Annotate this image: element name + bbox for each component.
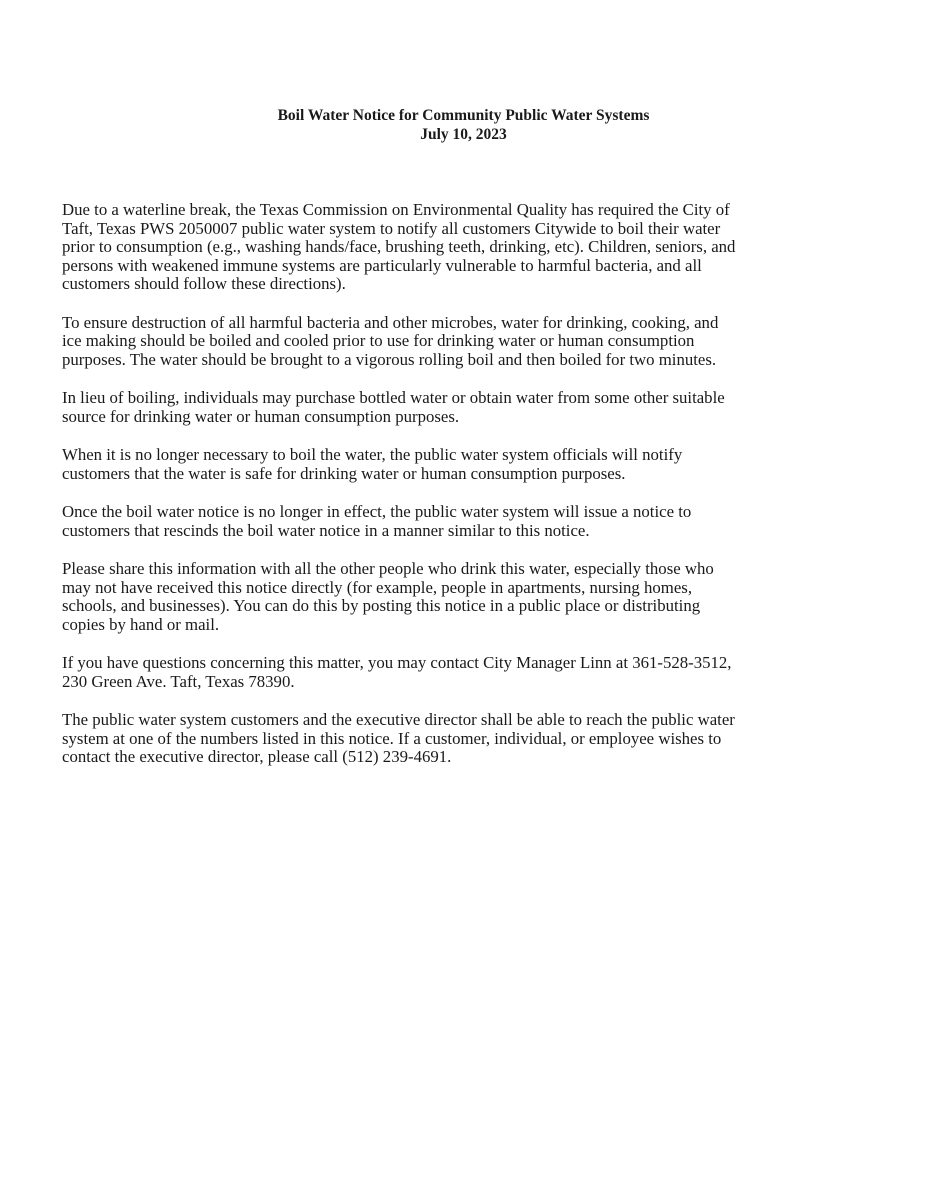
paragraph-line: ice making should be boiled and cooled prior to use for drinking water or human consumption bbox=[62, 331, 695, 350]
paragraph-line: Once the boil water notice is no longer in effect, the public water system will issue a notice to bbox=[62, 502, 692, 521]
paragraph-line: Please share this information with all the other people who drink this water, especially those who bbox=[62, 559, 714, 578]
paragraph-line: Due to a waterline break, the Texas Commission on Environmental Quality has required the City of bbox=[62, 200, 730, 219]
notice-paragraph bbox=[62, 654, 892, 691]
paragraph-line: customers should follow these directions). bbox=[62, 274, 346, 293]
notice-paragraph bbox=[62, 503, 892, 540]
paragraph-line: Taft, Texas PWS 2050007 public water system to notify all customers Citywide to boil their water bbox=[62, 218, 721, 238]
paragraph-line: To ensure destruction of all harmful bacteria and other microbes, water for drinking, cooking, and bbox=[62, 312, 719, 332]
paragraph-line: persons with weakened immune systems are particularly vulnerable to harmful bacteria, and all bbox=[62, 255, 702, 275]
paragraph-line: The public water system customers and the executive director shall be able to reach the public water bbox=[62, 710, 735, 729]
notice-header bbox=[0, 106, 927, 144]
paragraph-line: system at one of the numbers listed in this notice. If a customer, individual, or employee wishes to bbox=[62, 728, 722, 748]
notice-date: July 10, 2023 bbox=[420, 126, 507, 143]
paragraph-line: 230 Green Ave. Taft, Texas 78390. bbox=[62, 671, 295, 691]
paragraph-line: customers that rescinds the boil water notice in a manner similar to this notice. bbox=[62, 520, 590, 540]
notice-paragraph bbox=[62, 711, 892, 767]
paragraph-line: schools, and businesses). You can do this by posting this notice in a public place or distributing bbox=[62, 596, 701, 615]
notice-paragraph bbox=[62, 446, 892, 483]
notice-title: Boil Water Notice for Community Public Water Systems bbox=[277, 107, 650, 124]
paragraph-line: may not have received this notice directly (for example, people in apartments, nursing homes, bbox=[62, 577, 693, 597]
paragraph-line: customers that the water is safe for drinking water or human consumption purposes. bbox=[62, 463, 626, 483]
notice-paragraph bbox=[62, 314, 892, 370]
paragraph-line: contact the executive director, please call (512) 239-4691. bbox=[62, 747, 452, 766]
paragraph-line: When it is no longer necessary to boil the water, the public water system officials will notify bbox=[62, 445, 683, 464]
paragraph-line: purposes. The water should be brought to a vigorous rolling boil and then boiled for two minutes. bbox=[62, 349, 717, 369]
notice-paragraph bbox=[62, 560, 892, 634]
paragraph-line: In lieu of boiling, individuals may purchase bottled water or obtain water from some other suitable bbox=[62, 388, 725, 407]
notice-body bbox=[62, 201, 892, 787]
paragraph-line: copies by hand or mail. bbox=[62, 614, 220, 634]
notice-paragraph bbox=[62, 389, 892, 426]
paragraph-line: source for drinking water or human consumption purposes. bbox=[62, 406, 460, 426]
paragraph-line: If you have questions concerning this matter, you may contact City Manager Linn at 361-528-3512, bbox=[62, 653, 732, 672]
notice-paragraph bbox=[62, 201, 892, 294]
paragraph-line: prior to consumption (e.g., washing hands/face, brushing teeth, drinking, etc). Children, seniors, and bbox=[62, 237, 736, 256]
